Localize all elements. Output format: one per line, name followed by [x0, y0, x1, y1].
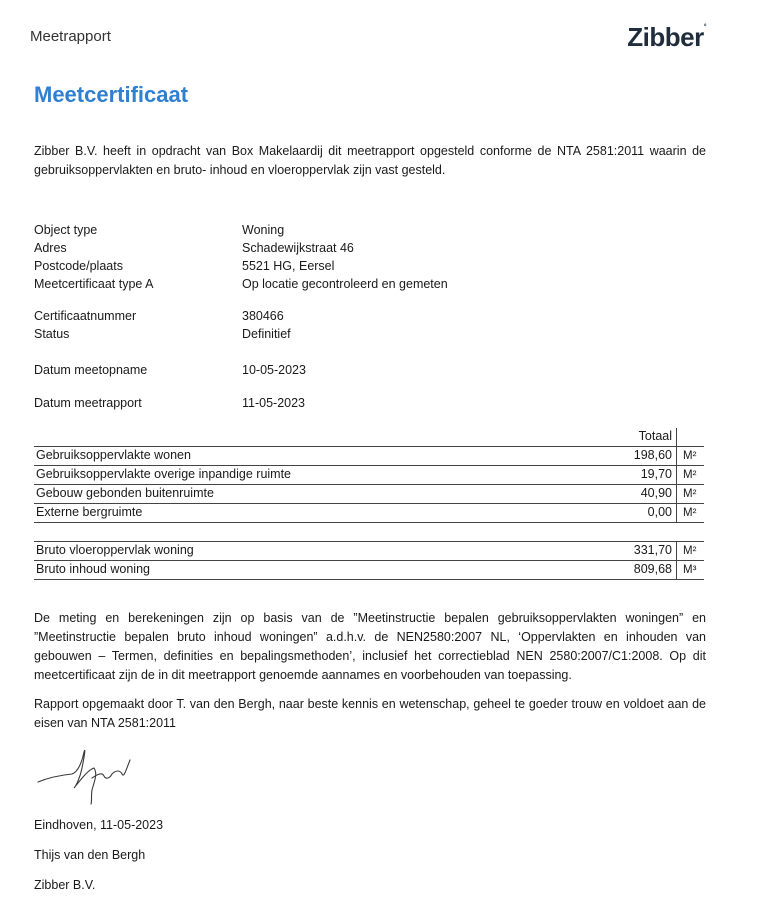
area-table	[34, 428, 704, 523]
row-value: 809,68	[633, 562, 672, 576]
info-label: Status	[34, 327, 70, 341]
row-label: Bruto vloeroppervlak woning	[36, 543, 194, 557]
method-paragraph: De meting en berekeningen zijn op basis van de ”Meetinstructie bepalen gebruiksoppervlakten woningen” en ”Meetinstructie bepalen bruto inhoud woningen” a.d.h.v. de NEN2580:2007 NL, ‘Oppervlakten en inhouden van gebouwen – Termen, definities en bepalingsmethoden’, inclusief het correctieblad NEN 2580:2007/C1:2008. Op dit meetcertificaat zijn de in dit meetrapport genoemde aannames en voorbehouden van toepassing.	[34, 611, 706, 682]
row-label: Gebruiksoppervlakte wonen	[36, 448, 191, 462]
info-value: Op locatie gecontroleerd en gemeten	[242, 277, 448, 291]
info-label: Adres	[34, 241, 67, 255]
info-value: 5521 HG, Eersel	[242, 259, 335, 273]
row-value: 19,70	[640, 467, 672, 481]
total-column-header: Totaal	[638, 429, 672, 443]
info-label: Datum meetrapport	[34, 396, 142, 410]
table-row	[34, 466, 704, 485]
bruto-table	[34, 541, 704, 580]
company-name: Zibber B.V.	[34, 878, 96, 892]
table-header-row	[34, 428, 704, 447]
unit-header-cell	[676, 428, 704, 446]
row-unit: M²	[676, 542, 704, 560]
info-value: 380466	[242, 309, 284, 323]
row-label: Gebouw gebonden buitenruimte	[36, 486, 214, 500]
intro-paragraph: Zibber B.V. heeft in opdracht van Box Makelaardij dit meetrapport opgesteld conforme de NTA 2581:2011 waarin de gebruiksoppervlakten en bruto- inhoud en vloeroppervlak zijn vast gesteld.	[34, 144, 706, 177]
row-label: Externe bergruimte	[36, 505, 143, 519]
table-row	[34, 485, 704, 504]
row-label: Gebruiksoppervlakte overige inpandige ruimte	[36, 467, 292, 481]
info-label: Meetcertificaat type A	[34, 277, 154, 291]
row-value: 0,00	[647, 505, 672, 519]
table-row	[34, 447, 704, 466]
row-label: Bruto inhoud woning	[36, 562, 150, 576]
info-value: 11-05-2023	[242, 396, 306, 410]
row-value: 331,70	[633, 543, 672, 557]
zibber-logo	[627, 22, 706, 53]
info-value: Woning	[242, 223, 285, 237]
page-title: Meetcertificaat	[34, 82, 189, 107]
logo-text: Zibber	[627, 22, 704, 52]
row-value: 40,90	[640, 486, 672, 500]
row-unit: M²	[676, 447, 704, 465]
place-date: Eindhoven, 11-05-2023	[34, 818, 164, 832]
row-unit: M²	[676, 485, 704, 503]
info-value: Definitief	[242, 327, 291, 341]
row-value: 198,60	[633, 448, 672, 462]
table-row	[34, 541, 704, 561]
row-unit: M³	[676, 561, 704, 579]
info-label: Postcode/plaats	[34, 259, 123, 273]
info-label: Certificaatnummer	[34, 309, 137, 323]
info-value: 10-05-2023	[242, 363, 306, 377]
logo-mark: °	[703, 24, 706, 31]
signature	[36, 744, 136, 806]
info-label: Object type	[34, 223, 98, 237]
table-row	[34, 504, 704, 523]
document-label: Meetrapport	[30, 28, 111, 45]
info-label: Datum meetopname	[34, 363, 148, 377]
info-value: Schadewijkstraat 46	[242, 241, 354, 255]
table-row	[34, 561, 704, 580]
row-unit: M²	[676, 504, 704, 522]
row-unit: M²	[676, 466, 704, 484]
signer-name: Thijs van den Bergh	[34, 848, 146, 862]
statement-paragraph: Rapport opgemaakt door T. van den Bergh, naar beste kennis en wetenschap, geheel te goeder trouw en voldoet aan de eisen van NTA 2581:2011	[34, 697, 706, 730]
